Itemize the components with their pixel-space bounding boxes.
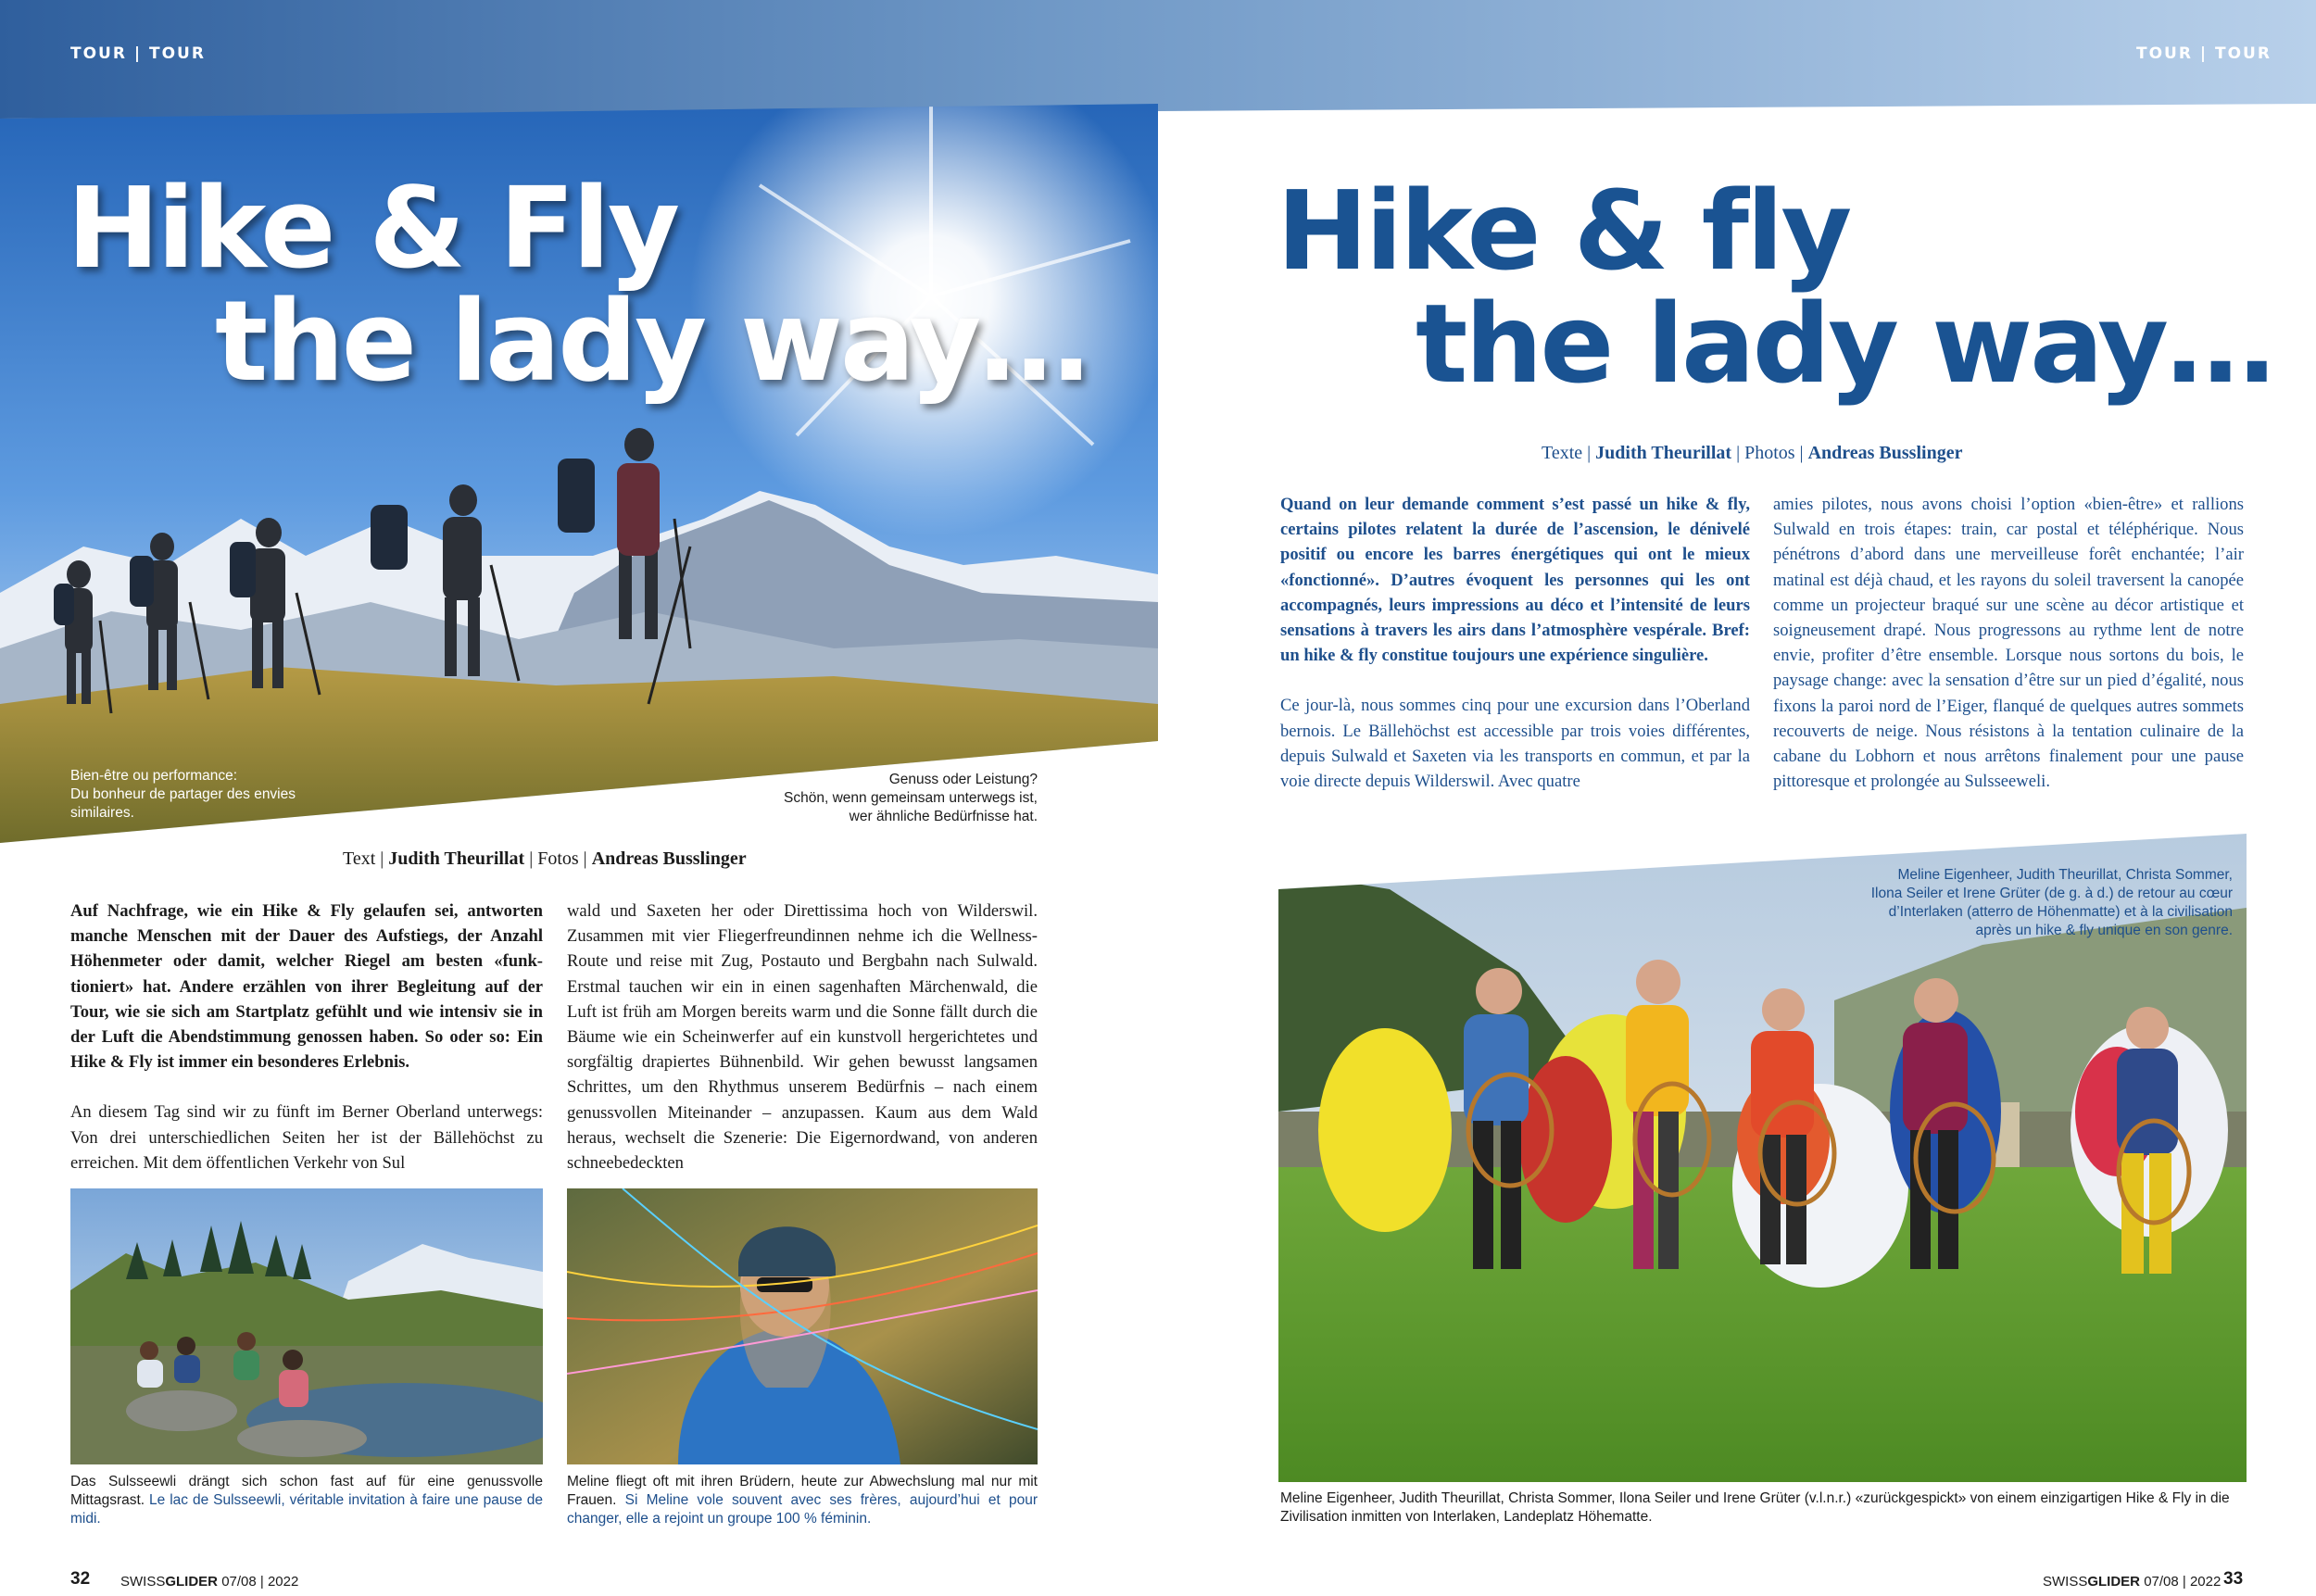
page-number-left: 32 <box>70 1569 91 1589</box>
footer-brand-left: SWISSGLIDER 07/08 | 2022 <box>120 1574 299 1590</box>
hero-title-line1: Hike & Fly <box>67 165 678 294</box>
byline-right: Texte | Judith Theurillat | Photos | Andreas Busslinger <box>1542 443 1963 463</box>
lead-paragraph-de: Auf Nachfrage, wie ein Hike & Fly gelaufen sei, antworten manche Menschen mit der Dauer des Aufstiegs, der Anzahl Höhenmeter oder damit, welcher Riegel am besten «funktioniert» hat. Andere erzählen von ihrer Begleitung auf der Tour, wie sie sich am Startplatz gefühlt und wie intensiv sie in der Luft die Abendstimmung genossen haben. So oder so: Ein Hike & Fly ist immer ein besonderes Erlebnis. <box>70 901 543 1073</box>
lead-paragraph-fr: Quand on leur demande comment s’est passé un hike & fly, certains pilotes relatent la durée de l’ascension, le dénivelé positif ou encore les barres énergétiques qui ont le mieux «fonctionné». D’autres évoquent les personnes qui les ont accompagnés, leurs impressions au déco et l’intensité de leurs sensations à travers les airs dans l’atmosphère vespérale. Bref: un hike & fly constitue toujours une expérience singulière. <box>1280 495 1750 666</box>
article-column-2-fr <box>1773 492 2244 819</box>
byline-left: Text | Judith Theurillat | Fotos | Andreas Busslinger <box>343 848 747 869</box>
photo2-caption: Meline fliegt oft mit ihren Brüdern, heute zur Abwechslung mal nur mit Frauen. Si Meline vole souvent avec ses frères, aujourd’hui et pour changer, elle a rejoint un groupe 100 % féminin. <box>567 1474 1038 1527</box>
title-line2-fr: the lady way… <box>1416 280 2272 408</box>
title-line1-fr: Hike & fly <box>1277 167 1850 295</box>
body-paragraph-fr-1: Ce jour-là, nous sommes cinq pour une excursion dans l’Oberland bernois. Le Bällehöchst est accessible par trois voies différentes, depuis Sulwald et Saxeten via les transports en commun, et par la voie directe depuis Wilderswil. Avec quatre <box>1280 696 1750 792</box>
body-paragraph-de-1: An diesem Tag sind wir zu fünft im Berner Oberland unterwegs: Von drei unterschiedlichen Seiten her ist der Bällehöchst zu erreichen. Mit dem öffentlichen Verkehr von Sul <box>70 1102 543 1173</box>
article-column-1-fr <box>1280 492 1750 819</box>
article-column-2-de <box>567 899 1038 1200</box>
footer-brand-right: SWISSGLIDER 07/08 | 2022 <box>2043 1574 2222 1590</box>
photo1-caption: Das Sulsseewli drängt sich schon fast auf für eine genussvolle Mittagsrast. Le lac de Sulsseewli, véritable invitation à faire une pause de midi. <box>70 1474 543 1527</box>
photo-meline-lines <box>567 1188 1038 1464</box>
group-caption-de: Meline Eigenheer, Judith Theurillat, Christa Sommer, Ilona Seiler und Irene Grüter (v.l.n.r.) «zurückgespickt» von einem einzigartigen Hike & Fly in die Zivilisation inmitten von Interlaken, Landeplatz Höhematte. <box>1280 1490 2230 1525</box>
article-column-1-de <box>70 899 543 1200</box>
hero-title-line2: the lady way… <box>215 278 1088 407</box>
photo-lake-rest <box>70 1188 543 1464</box>
section-label-left: TOUR | TOUR <box>70 44 206 63</box>
group-caption-fr: Meline Eigenheer, Judith Theurillat, Christa Sommer, Ilona Seiler et Irene Grüter (de g. à d.) de retour au cœur d’Interlaken (atterro de Höhenmatte) et à la civilisation après un hike & fly unique en son genre. <box>1870 867 2233 938</box>
body-paragraph-fr-2: amies pilotes, nous avons choisi l’option «bien-être» et rallions Sulwald en trois étapes: train, car postal et téléphérique. Nous pénétrons d’abord dans une merveilleuse forêt enchantée; l’air matinal est déjà chaud, et les rayons du soleil traversent la canopée comme un projecteur braqué sur une scène au décor artistique et soigneusement drapé. Nous progressons au rythme lent de notre envie, profiter d’être ensemble. Lorsque nous sortons du bois, le paysage change: avec la sensation d’être sur un pied d’égalité, nous fixons la paroi nord de l’Eiger, flanqué de quelques autres sommets recouverts de neige. Nous résistons à la tentation culinaire de la cabane du Lobhorn et nous arrêtons finalement pour une pause pittoresque et prolongée au Sulsseeweli. <box>1773 495 2244 792</box>
hero-caption-left: Bien-être ou performance: Du bonheur de partager des envies similaires. <box>70 768 296 821</box>
body-paragraph-de-2: wald und Saxeten her oder Direttissima hoch von Wilderswil. Zusammen mit vier Fliegerfreundinnen nehme ich die Wellness-Route und reise mit Zug, Postauto und Bergbahn nach Sulwald. Erstmal tauchen wir ein in einen sagenhaften Märchenwald, die Luft ist früh am Morgen bereits warm und die Sonne fällt durch die Bäume wie ein Scheinwerfer auf ein kunstvoll hergerichtetes und sorgfältig drapiertes Bühnenbild. Wir gehen bewusst langsamen Schrittes, um den Rhythmus unserem Bedürfnis – nach einem genussvollen Miteinander – anzupassen. Kaum aus dem Wald heraus, wechselt die Szenerie: Die Eigernordwand, von anderen schneebedeckten <box>567 901 1038 1174</box>
hero-caption-right: Genuss oder Leistung? Schön, wenn gemeinsam unterwegs ist, wer ähnliche Bedürfnisse hat. <box>784 772 1038 824</box>
page-number-right: 33 <box>2223 1569 2244 1589</box>
section-label-right: TOUR | TOUR <box>2136 44 2272 63</box>
